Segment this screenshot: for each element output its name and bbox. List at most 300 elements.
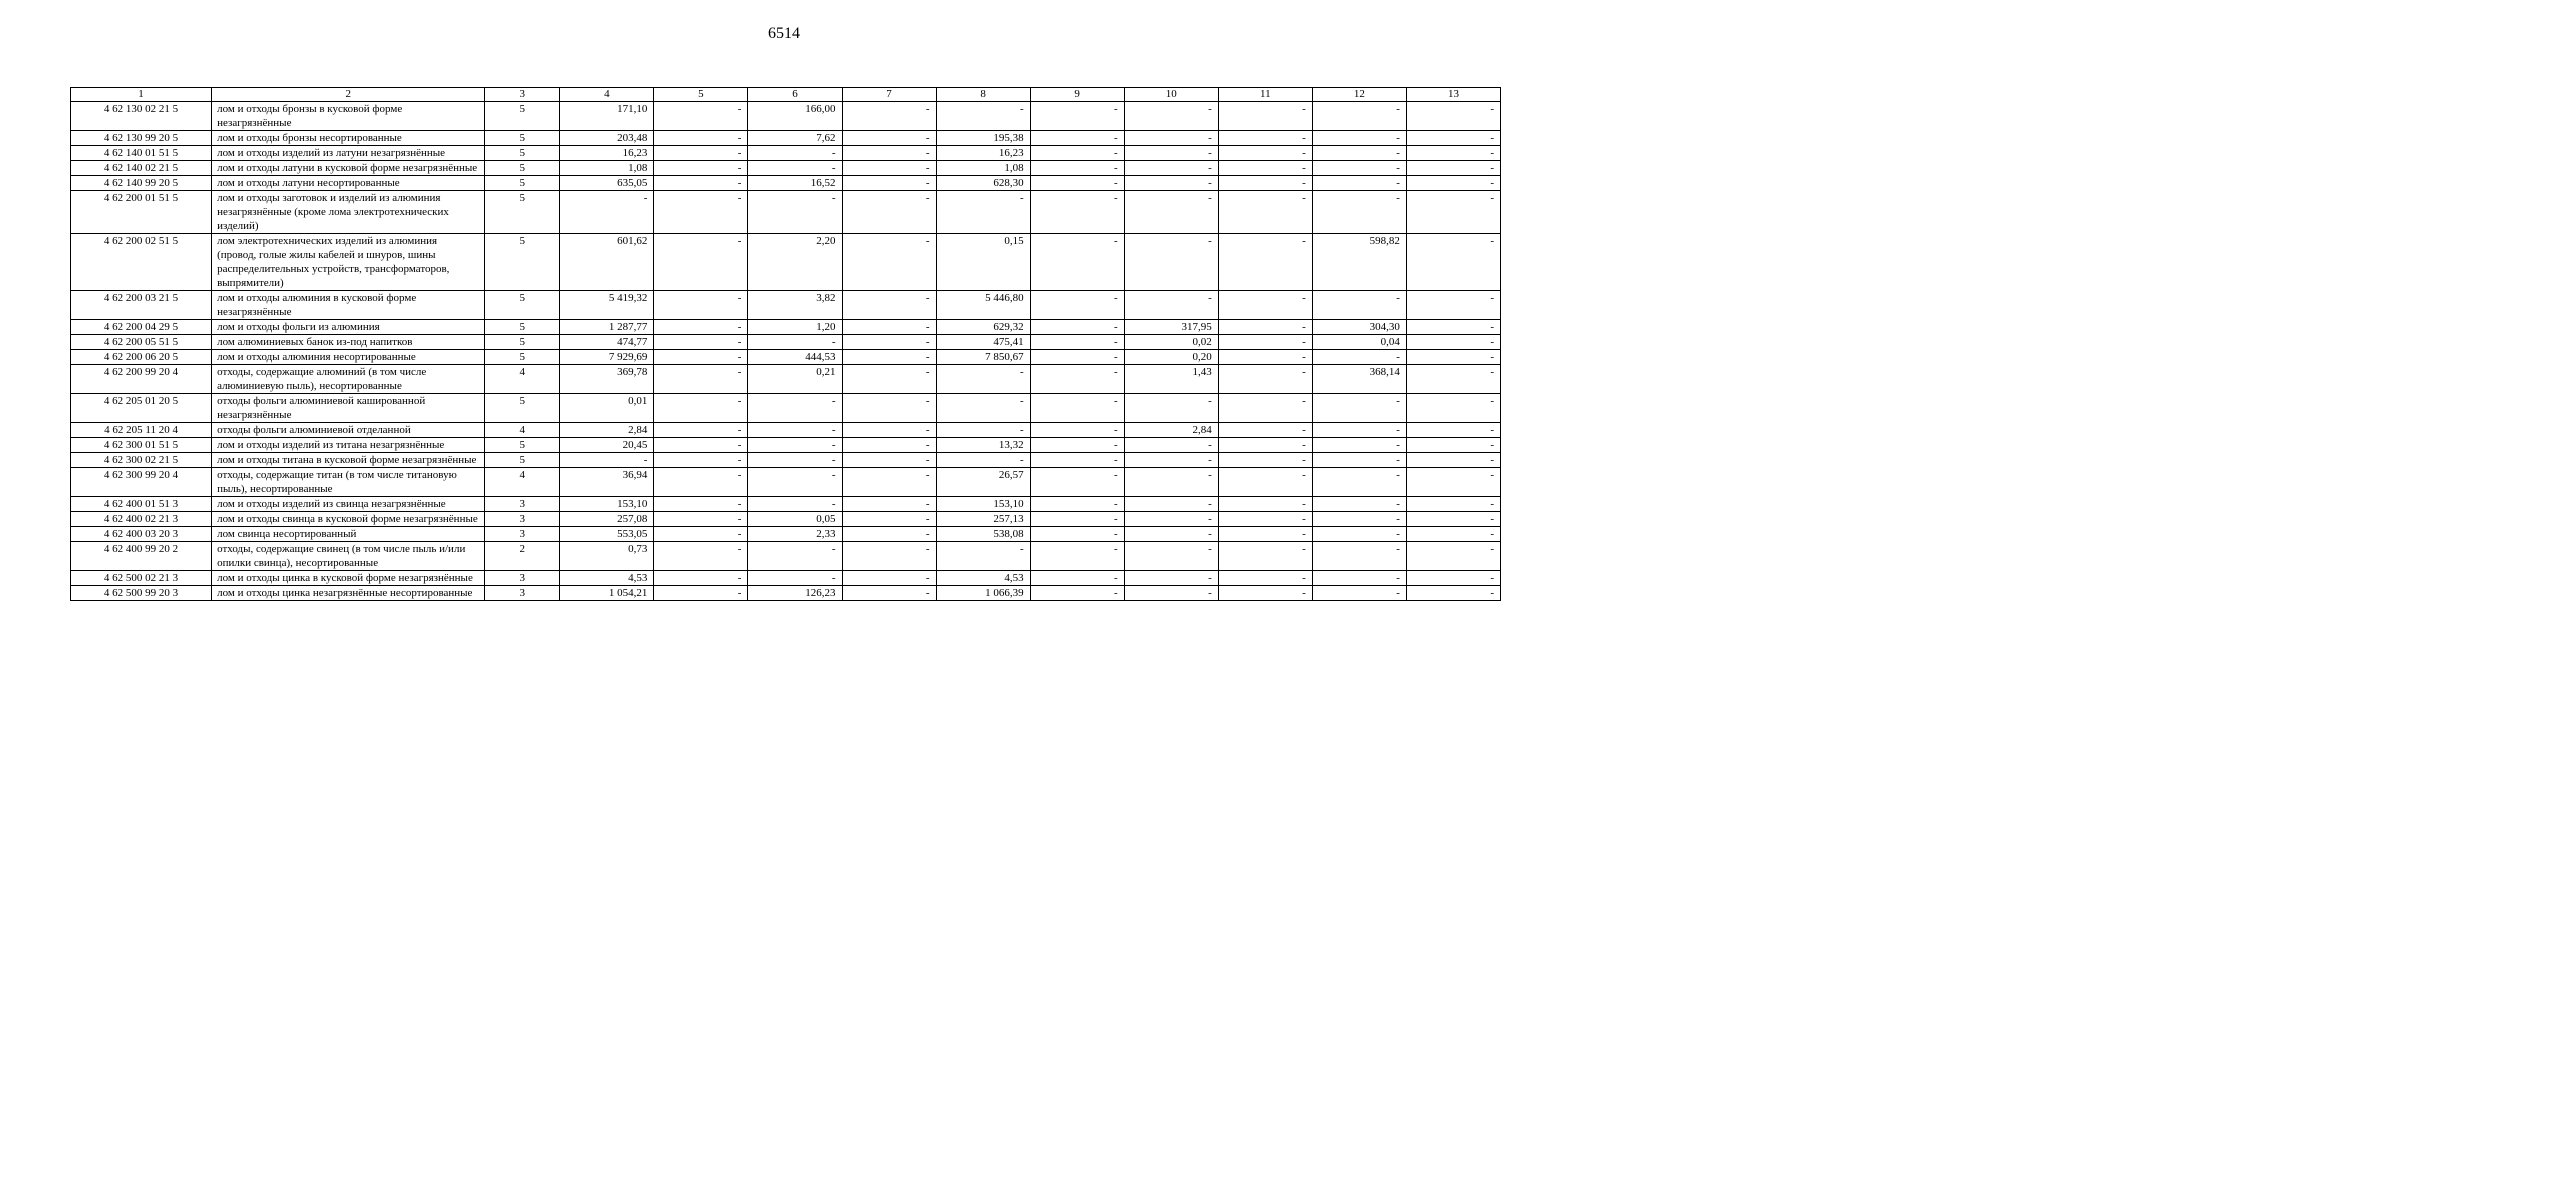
column-header-3: 3	[485, 88, 560, 102]
value-col-4-cell: 601,62	[560, 234, 654, 291]
value-col-10-cell: -	[1124, 542, 1218, 571]
waste-name-cell: лом и отходы изделий из латуни незагрязнённые	[212, 146, 485, 161]
value-col-8-cell: 195,38	[936, 131, 1030, 146]
column-header-2: 2	[212, 88, 485, 102]
value-col-9-cell: -	[1030, 438, 1124, 453]
hazard-class-cell: 5	[485, 453, 560, 468]
value-col-7-cell: -	[842, 131, 936, 146]
waste-name-cell: лом и отходы бронзы несортированные	[212, 131, 485, 146]
hazard-class-cell: 5	[485, 394, 560, 423]
value-col-9-cell: -	[1030, 586, 1124, 601]
hazard-class-cell: 5	[485, 191, 560, 234]
value-col-8-cell: 4,53	[936, 571, 1030, 586]
waste-name-cell: лом и отходы заготовок и изделий из алюминия незагрязнённые (кроме лома электротехнических изделий)	[212, 191, 485, 234]
value-col-12-cell: 598,82	[1312, 234, 1406, 291]
value-col-12-cell: -	[1312, 146, 1406, 161]
value-col-9-cell: -	[1030, 335, 1124, 350]
value-col-8-cell: 1,08	[936, 161, 1030, 176]
value-col-7-cell: -	[842, 161, 936, 176]
table-row	[71, 527, 1501, 542]
value-col-5-cell: -	[654, 350, 748, 365]
hazard-class-cell: 5	[485, 102, 560, 131]
value-col-8-cell: -	[936, 453, 1030, 468]
waste-code-cell: 4 62 200 01 51 5	[71, 191, 212, 234]
value-col-8-cell: 16,23	[936, 146, 1030, 161]
value-col-12-cell: -	[1312, 350, 1406, 365]
value-col-9-cell: -	[1030, 365, 1124, 394]
value-col-8-cell: -	[936, 102, 1030, 131]
table-row	[71, 161, 1501, 176]
table-row	[71, 571, 1501, 586]
value-col-12-cell: -	[1312, 438, 1406, 453]
value-col-13-cell: -	[1406, 291, 1500, 320]
value-col-10-cell: -	[1124, 291, 1218, 320]
value-col-8-cell: -	[936, 423, 1030, 438]
value-col-13-cell: -	[1406, 320, 1500, 335]
value-col-5-cell: -	[654, 512, 748, 527]
value-col-7-cell: -	[842, 497, 936, 512]
table-row	[71, 468, 1501, 497]
value-col-11-cell: -	[1218, 365, 1312, 394]
value-col-9-cell: -	[1030, 176, 1124, 191]
hazard-class-cell: 4	[485, 423, 560, 438]
value-col-6-cell: 0,05	[748, 512, 842, 527]
value-col-4-cell: 257,08	[560, 512, 654, 527]
table-body	[71, 102, 1501, 601]
waste-code-cell: 4 62 400 03 20 3	[71, 527, 212, 542]
value-col-9-cell: -	[1030, 423, 1124, 438]
waste-code-cell: 4 62 130 02 21 5	[71, 102, 212, 131]
value-col-10-cell: -	[1124, 453, 1218, 468]
waste-code-cell: 4 62 400 99 20 2	[71, 542, 212, 571]
table-row	[71, 102, 1501, 131]
table-row	[71, 423, 1501, 438]
value-col-13-cell: -	[1406, 542, 1500, 571]
value-col-7-cell: -	[842, 191, 936, 234]
value-col-9-cell: -	[1030, 453, 1124, 468]
waste-code-cell: 4 62 300 99 20 4	[71, 468, 212, 497]
value-col-10-cell: -	[1124, 131, 1218, 146]
value-col-4-cell: 369,78	[560, 365, 654, 394]
hazard-class-cell: 3	[485, 527, 560, 542]
value-col-7-cell: -	[842, 350, 936, 365]
value-col-11-cell: -	[1218, 350, 1312, 365]
value-col-9-cell: -	[1030, 131, 1124, 146]
value-col-5-cell: -	[654, 571, 748, 586]
column-header-13: 13	[1406, 88, 1500, 102]
value-col-13-cell: -	[1406, 394, 1500, 423]
value-col-13-cell: -	[1406, 234, 1500, 291]
value-col-10-cell: -	[1124, 102, 1218, 131]
value-col-5-cell: -	[654, 102, 748, 131]
waste-code-cell: 4 62 200 99 20 4	[71, 365, 212, 394]
waste-name-cell: лом и отходы бронзы в кусковой форме незагрязнённые	[212, 102, 485, 131]
table-row	[71, 512, 1501, 527]
table-row	[71, 542, 1501, 571]
value-col-8-cell: 0,15	[936, 234, 1030, 291]
value-col-5-cell: -	[654, 146, 748, 161]
value-col-5-cell: -	[654, 291, 748, 320]
value-col-11-cell: -	[1218, 512, 1312, 527]
waste-code-cell: 4 62 300 02 21 5	[71, 453, 212, 468]
value-col-12-cell: -	[1312, 586, 1406, 601]
value-col-7-cell: -	[842, 438, 936, 453]
value-col-7-cell: -	[842, 512, 936, 527]
column-header-5: 5	[654, 88, 748, 102]
value-col-4-cell: 553,05	[560, 527, 654, 542]
value-col-6-cell: -	[748, 438, 842, 453]
value-col-13-cell: -	[1406, 350, 1500, 365]
value-col-8-cell: 1 066,39	[936, 586, 1030, 601]
value-col-10-cell: -	[1124, 438, 1218, 453]
value-col-4-cell: 171,10	[560, 102, 654, 131]
hazard-class-cell: 3	[485, 586, 560, 601]
column-header-8: 8	[936, 88, 1030, 102]
value-col-7-cell: -	[842, 571, 936, 586]
waste-code-cell: 4 62 400 01 51 3	[71, 497, 212, 512]
value-col-7-cell: -	[842, 527, 936, 542]
value-col-6-cell: -	[748, 146, 842, 161]
waste-name-cell: лом и отходы титана в кусковой форме незагрязнённые	[212, 453, 485, 468]
value-col-4-cell: 20,45	[560, 438, 654, 453]
waste-name-cell: лом и отходы фольги из алюминия	[212, 320, 485, 335]
column-header-10: 10	[1124, 88, 1218, 102]
waste-code-cell: 4 62 140 01 51 5	[71, 146, 212, 161]
value-col-6-cell: 7,62	[748, 131, 842, 146]
hazard-class-cell: 4	[485, 365, 560, 394]
value-col-13-cell: -	[1406, 468, 1500, 497]
value-col-7-cell: -	[842, 453, 936, 468]
hazard-class-cell: 5	[485, 335, 560, 350]
value-col-10-cell: -	[1124, 571, 1218, 586]
value-col-9-cell: -	[1030, 527, 1124, 542]
value-col-10-cell: -	[1124, 468, 1218, 497]
value-col-5-cell: -	[654, 438, 748, 453]
column-header-11: 11	[1218, 88, 1312, 102]
value-col-9-cell: -	[1030, 571, 1124, 586]
waste-code-cell: 4 62 400 02 21 3	[71, 512, 212, 527]
waste-name-cell: лом свинца несортированный	[212, 527, 485, 542]
value-col-11-cell: -	[1218, 542, 1312, 571]
value-col-4-cell: 474,77	[560, 335, 654, 350]
value-col-12-cell: -	[1312, 512, 1406, 527]
hazard-class-cell: 5	[485, 291, 560, 320]
value-col-10-cell: -	[1124, 512, 1218, 527]
table-row	[71, 131, 1501, 146]
value-col-8-cell: 475,41	[936, 335, 1030, 350]
value-col-8-cell: -	[936, 365, 1030, 394]
waste-data-table	[70, 87, 1501, 601]
value-col-11-cell: -	[1218, 453, 1312, 468]
table-row	[71, 335, 1501, 350]
value-col-9-cell: -	[1030, 102, 1124, 131]
hazard-class-cell: 5	[485, 131, 560, 146]
column-header-1: 1	[71, 88, 212, 102]
value-col-4-cell: 4,53	[560, 571, 654, 586]
value-col-8-cell: 629,32	[936, 320, 1030, 335]
value-col-11-cell: -	[1218, 176, 1312, 191]
table-row	[71, 350, 1501, 365]
waste-code-cell: 4 62 200 05 51 5	[71, 335, 212, 350]
value-col-5-cell: -	[654, 161, 748, 176]
value-col-5-cell: -	[654, 191, 748, 234]
value-col-13-cell: -	[1406, 438, 1500, 453]
value-col-11-cell: -	[1218, 527, 1312, 542]
table-row	[71, 497, 1501, 512]
value-col-5-cell: -	[654, 394, 748, 423]
value-col-10-cell: -	[1124, 161, 1218, 176]
table-row	[71, 453, 1501, 468]
value-col-11-cell: -	[1218, 423, 1312, 438]
waste-name-cell: отходы, содержащие алюминий (в том числе алюминиевую пыль), несортированные	[212, 365, 485, 394]
table-row	[71, 438, 1501, 453]
waste-name-cell: отходы, содержащие титан (в том числе титановую пыль), несортированные	[212, 468, 485, 497]
value-col-13-cell: -	[1406, 102, 1500, 131]
value-col-10-cell: -	[1124, 191, 1218, 234]
waste-code-cell: 4 62 300 01 51 5	[71, 438, 212, 453]
value-col-8-cell: 628,30	[936, 176, 1030, 191]
table-row	[71, 176, 1501, 191]
value-col-11-cell: -	[1218, 438, 1312, 453]
value-col-13-cell: -	[1406, 365, 1500, 394]
value-col-7-cell: -	[842, 468, 936, 497]
value-col-5-cell: -	[654, 542, 748, 571]
table-row	[71, 234, 1501, 291]
column-header-4: 4	[560, 88, 654, 102]
value-col-6-cell: -	[748, 161, 842, 176]
value-col-6-cell: -	[748, 497, 842, 512]
value-col-4-cell: 0,73	[560, 542, 654, 571]
column-header-6: 6	[748, 88, 842, 102]
value-col-4-cell: 1 287,77	[560, 320, 654, 335]
waste-code-cell: 4 62 205 01 20 5	[71, 394, 212, 423]
value-col-11-cell: -	[1218, 161, 1312, 176]
value-col-4-cell: 36,94	[560, 468, 654, 497]
hazard-class-cell: 3	[485, 512, 560, 527]
value-col-13-cell: -	[1406, 453, 1500, 468]
value-col-13-cell: -	[1406, 423, 1500, 438]
value-col-6-cell: 2,20	[748, 234, 842, 291]
value-col-7-cell: -	[842, 291, 936, 320]
value-col-12-cell: -	[1312, 497, 1406, 512]
value-col-13-cell: -	[1406, 191, 1500, 234]
hazard-class-cell: 5	[485, 161, 560, 176]
waste-code-cell: 4 62 140 02 21 5	[71, 161, 212, 176]
hazard-class-cell: 3	[485, 571, 560, 586]
table-row	[71, 291, 1501, 320]
value-col-12-cell: 368,14	[1312, 365, 1406, 394]
value-col-11-cell: -	[1218, 146, 1312, 161]
waste-name-cell: отходы, содержащие свинец (в том числе пыль и/или опилки свинца), несортированные	[212, 542, 485, 571]
value-col-4-cell: 0,01	[560, 394, 654, 423]
value-col-11-cell: -	[1218, 586, 1312, 601]
waste-code-cell: 4 62 500 99 20 3	[71, 586, 212, 601]
value-col-11-cell: -	[1218, 571, 1312, 586]
value-col-9-cell: -	[1030, 320, 1124, 335]
value-col-6-cell: -	[748, 335, 842, 350]
value-col-10-cell: -	[1124, 497, 1218, 512]
value-col-8-cell: -	[936, 191, 1030, 234]
value-col-8-cell: 5 446,80	[936, 291, 1030, 320]
waste-name-cell: лом и отходы цинка незагрязнённые несортированные	[212, 586, 485, 601]
value-col-12-cell: -	[1312, 453, 1406, 468]
value-col-5-cell: -	[654, 453, 748, 468]
value-col-7-cell: -	[842, 423, 936, 438]
value-col-8-cell: 7 850,67	[936, 350, 1030, 365]
value-col-5-cell: -	[654, 131, 748, 146]
value-col-13-cell: -	[1406, 497, 1500, 512]
waste-name-cell: лом и отходы алюминия в кусковой форме незагрязнённые	[212, 291, 485, 320]
value-col-9-cell: -	[1030, 234, 1124, 291]
page-number: 6514	[768, 25, 800, 42]
value-col-9-cell: -	[1030, 146, 1124, 161]
column-header-9: 9	[1030, 88, 1124, 102]
hazard-class-cell: 5	[485, 350, 560, 365]
hazard-class-cell: 5	[485, 234, 560, 291]
value-col-8-cell: 26,57	[936, 468, 1030, 497]
waste-name-cell: лом электротехнических изделий из алюминия (провод, голые жилы кабелей и шнуров, шины распределительных устройств, трансформаторов, выпрямители)	[212, 234, 485, 291]
value-col-5-cell: -	[654, 423, 748, 438]
waste-code-cell: 4 62 200 02 51 5	[71, 234, 212, 291]
hazard-class-cell: 4	[485, 468, 560, 497]
value-col-9-cell: -	[1030, 542, 1124, 571]
hazard-class-cell: 5	[485, 438, 560, 453]
value-col-12-cell: -	[1312, 102, 1406, 131]
value-col-7-cell: -	[842, 234, 936, 291]
value-col-12-cell: -	[1312, 291, 1406, 320]
value-col-6-cell: -	[748, 453, 842, 468]
table-row	[71, 191, 1501, 234]
value-col-5-cell: -	[654, 234, 748, 291]
value-col-10-cell: -	[1124, 586, 1218, 601]
value-col-12-cell: -	[1312, 423, 1406, 438]
waste-code-cell: 4 62 200 03 21 5	[71, 291, 212, 320]
table-row	[71, 146, 1501, 161]
value-col-12-cell: -	[1312, 394, 1406, 423]
value-col-6-cell: -	[748, 191, 842, 234]
waste-code-cell: 4 62 500 02 21 3	[71, 571, 212, 586]
value-col-7-cell: -	[842, 586, 936, 601]
value-col-9-cell: -	[1030, 191, 1124, 234]
value-col-12-cell: -	[1312, 468, 1406, 497]
value-col-8-cell: 13,32	[936, 438, 1030, 453]
value-col-13-cell: -	[1406, 146, 1500, 161]
waste-name-cell: лом и отходы алюминия несортированные	[212, 350, 485, 365]
value-col-13-cell: -	[1406, 176, 1500, 191]
value-col-12-cell: -	[1312, 191, 1406, 234]
waste-name-cell: лом алюминиевых банок из-под напитков	[212, 335, 485, 350]
waste-name-cell: отходы фольги алюминиевой отделанной	[212, 423, 485, 438]
value-col-8-cell: 538,08	[936, 527, 1030, 542]
value-col-7-cell: -	[842, 102, 936, 131]
waste-code-cell: 4 62 200 04 29 5	[71, 320, 212, 335]
value-col-7-cell: -	[842, 365, 936, 394]
value-col-11-cell: -	[1218, 394, 1312, 423]
waste-code-cell: 4 62 205 11 20 4	[71, 423, 212, 438]
value-col-10-cell: 0,20	[1124, 350, 1218, 365]
hazard-class-cell: 5	[485, 320, 560, 335]
value-col-4-cell: 7 929,69	[560, 350, 654, 365]
value-col-4-cell: 635,05	[560, 176, 654, 191]
waste-name-cell: лом и отходы латуни несортированные	[212, 176, 485, 191]
value-col-11-cell: -	[1218, 234, 1312, 291]
value-col-9-cell: -	[1030, 350, 1124, 365]
value-col-7-cell: -	[842, 542, 936, 571]
table-row	[71, 320, 1501, 335]
value-col-13-cell: -	[1406, 335, 1500, 350]
waste-code-cell: 4 62 140 99 20 5	[71, 176, 212, 191]
value-col-11-cell: -	[1218, 335, 1312, 350]
value-col-4-cell: 2,84	[560, 423, 654, 438]
value-col-6-cell: -	[748, 542, 842, 571]
value-col-6-cell: 16,52	[748, 176, 842, 191]
waste-name-cell: лом и отходы изделий из титана незагрязнённые	[212, 438, 485, 453]
value-col-11-cell: -	[1218, 131, 1312, 146]
value-col-5-cell: -	[654, 176, 748, 191]
value-col-5-cell: -	[654, 365, 748, 394]
value-col-12-cell: 0,04	[1312, 335, 1406, 350]
value-col-9-cell: -	[1030, 394, 1124, 423]
waste-code-cell: 4 62 200 06 20 5	[71, 350, 212, 365]
value-col-6-cell: 3,82	[748, 291, 842, 320]
value-col-6-cell: 166,00	[748, 102, 842, 131]
value-col-10-cell: 1,43	[1124, 365, 1218, 394]
hazard-class-cell: 2	[485, 542, 560, 571]
value-col-9-cell: -	[1030, 512, 1124, 527]
value-col-5-cell: -	[654, 468, 748, 497]
value-col-13-cell: -	[1406, 586, 1500, 601]
value-col-6-cell: -	[748, 468, 842, 497]
value-col-12-cell: -	[1312, 131, 1406, 146]
value-col-9-cell: -	[1030, 291, 1124, 320]
table-row	[71, 394, 1501, 423]
value-col-13-cell: -	[1406, 527, 1500, 542]
value-col-12-cell: -	[1312, 542, 1406, 571]
waste-code-cell: 4 62 130 99 20 5	[71, 131, 212, 146]
value-col-4-cell: 5 419,32	[560, 291, 654, 320]
value-col-11-cell: -	[1218, 191, 1312, 234]
waste-name-cell: лом и отходы изделий из свинца незагрязнённые	[212, 497, 485, 512]
value-col-13-cell: -	[1406, 571, 1500, 586]
value-col-12-cell: -	[1312, 527, 1406, 542]
value-col-12-cell: 304,30	[1312, 320, 1406, 335]
value-col-6-cell: 444,53	[748, 350, 842, 365]
value-col-11-cell: -	[1218, 468, 1312, 497]
value-col-4-cell: 1 054,21	[560, 586, 654, 601]
value-col-6-cell: 1,20	[748, 320, 842, 335]
value-col-6-cell: 0,21	[748, 365, 842, 394]
column-header-12: 12	[1312, 88, 1406, 102]
value-col-7-cell: -	[842, 320, 936, 335]
value-col-5-cell: -	[654, 335, 748, 350]
value-col-9-cell: -	[1030, 497, 1124, 512]
value-col-6-cell: -	[748, 571, 842, 586]
value-col-10-cell: 317,95	[1124, 320, 1218, 335]
value-col-13-cell: -	[1406, 161, 1500, 176]
value-col-13-cell: -	[1406, 512, 1500, 527]
value-col-8-cell: -	[936, 394, 1030, 423]
value-col-4-cell: 1,08	[560, 161, 654, 176]
value-col-11-cell: -	[1218, 320, 1312, 335]
value-col-4-cell: -	[560, 453, 654, 468]
waste-name-cell: отходы фольги алюминиевой кашированной незагрязнённые	[212, 394, 485, 423]
value-col-10-cell: -	[1124, 176, 1218, 191]
value-col-7-cell: -	[842, 394, 936, 423]
value-col-11-cell: -	[1218, 102, 1312, 131]
value-col-7-cell: -	[842, 146, 936, 161]
value-col-12-cell: -	[1312, 161, 1406, 176]
value-col-8-cell: 257,13	[936, 512, 1030, 527]
